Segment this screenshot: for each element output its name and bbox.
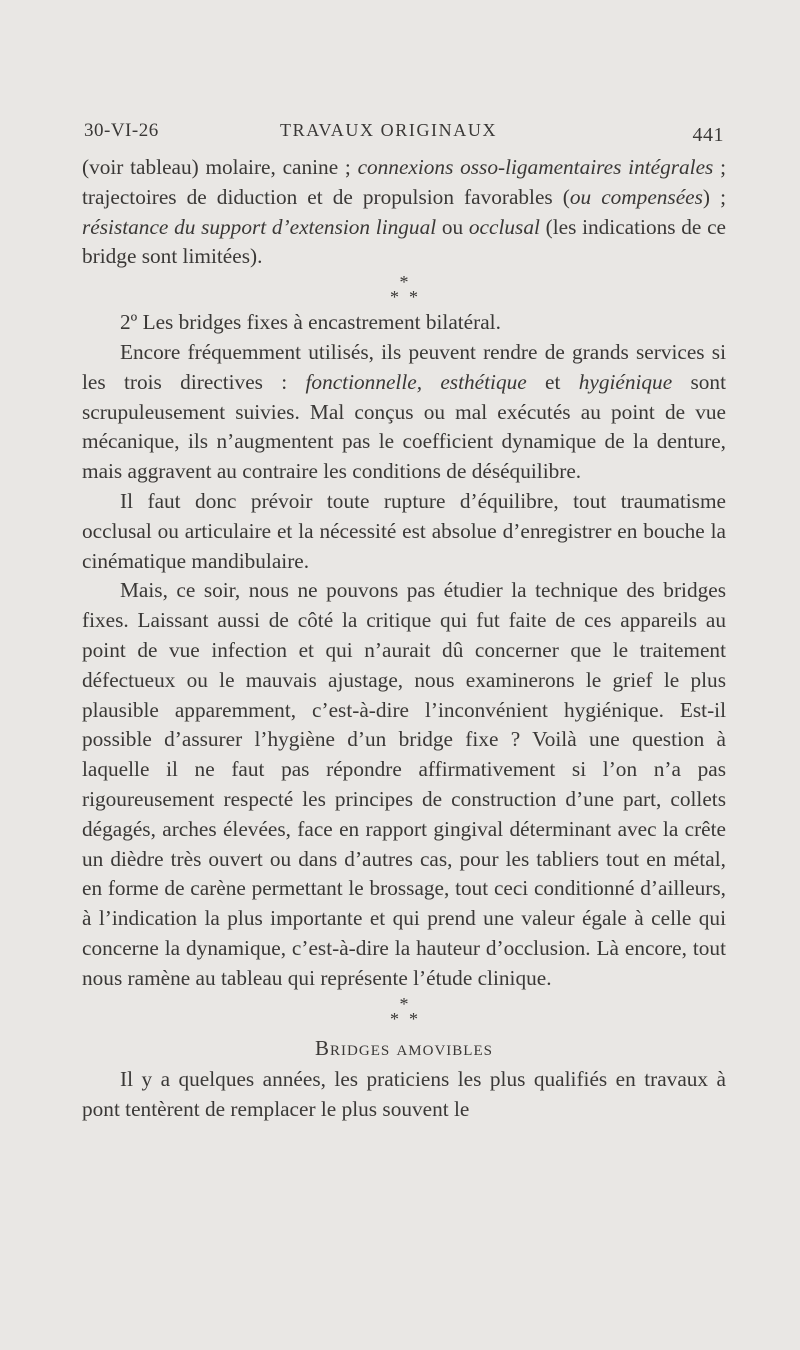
- italic-run: ou compensées: [569, 184, 703, 209]
- text-run: et: [526, 369, 579, 394]
- text-run: (voir tableau) molaire, canine ;: [82, 155, 358, 179]
- asterism-top: *: [399, 993, 409, 1014]
- header-date: 30-VI-26: [84, 120, 159, 141]
- italic-run: résistance du support d’extension lingual: [82, 214, 437, 239]
- asterism-divider: [82, 272, 726, 308]
- italic-run: occlusal: [468, 214, 540, 239]
- page-number: 441: [692, 124, 724, 146]
- asterism-divider: [82, 993, 726, 1030]
- body-text: [82, 153, 726, 1125]
- section-heading: Bridges amovibles: [315, 1035, 493, 1060]
- asterism-bottom: **: [390, 287, 428, 308]
- paragraph-2: 2º Les bridges fixes à encastrement bilatéral.: [120, 310, 501, 335]
- text-run: ou: [436, 214, 469, 239]
- asterism-bottom: **: [390, 1008, 428, 1029]
- paragraph-6: Il y a quelques années, les praticiens les plus qualifiés en travaux à pont tentèrent de remplacer le plus souvent le: [82, 1067, 726, 1122]
- paragraph-3: [82, 338, 726, 487]
- paragraph-4: Il faut donc prévoir toute rupture d’équilibre, tout traumatisme occlusal ou articulaire et la nécessité est absolue d’enregistrer en bouche la cinématique mandibulaire.: [82, 488, 726, 573]
- text-run: Encore fréquemment utilisés, ils peuvent rendre de grands services si les trois directives :: [82, 339, 726, 394]
- running-title: TRAVAUX ORIGINAUX: [280, 120, 498, 140]
- running-header: [84, 120, 724, 150]
- paragraph-1: [82, 153, 726, 272]
- italic-run: connexions osso-ligamentaires intégrales: [357, 155, 714, 179]
- italic-run: fonctionnelle, esthétique: [305, 369, 527, 394]
- text-run: ; trajectoires de diduction et de propulsion favorables (: [82, 155, 726, 209]
- asterism-top: *: [399, 272, 409, 293]
- text-run: ) ;: [702, 184, 726, 209]
- text-run: (les indications de ce bridge sont limitées).: [82, 214, 726, 269]
- paragraph-5: Mais, ce soir, nous ne pouvons pas étudier la technique des bridges fixes. Laissant aussi de côté la critique qui fut faite de ces appareils au point de vue infection et qui n’aurait dû concerner que le traitement défectueux ou le mauvais ajustage, nous examinerons le grief le plus plausible apparemment, c’est-à-dire l’inconvénient hygiénique. Est-il possible d’assurer l’hygiène d’un bridge fixe ? Voilà une question à laquelle il ne faut pas répondre affirmativement si l’on n’a pas rigoureusement respecté les principes de construction d’une part, collets dégagés, arches élevées, face en rapport gingival déterminant avec la crête un dièdre très ouvert ou dans d’autres cas, pour les tabliers tout en métal, en forme de carène permettant le brossage, tout ceci conditionné d’ailleurs, à l’indication la plus importante et qui prend une valeur égale à celle qui concerne la dynamique, c’est-à-dire la hauteur d’occlusion. Là encore, tout nous ramène au tableau qui représente l’étude clinique.: [82, 578, 726, 990]
- text-run: sont scrupuleusement suivies. Mal conçus ou mal exécutés au point de vue mécanique, ils n’augmentent pas le coefficient dynamique de la denture, mais aggravent au contraire les conditions de déséquilibre.: [82, 369, 726, 484]
- italic-run: hygiénique: [578, 369, 673, 394]
